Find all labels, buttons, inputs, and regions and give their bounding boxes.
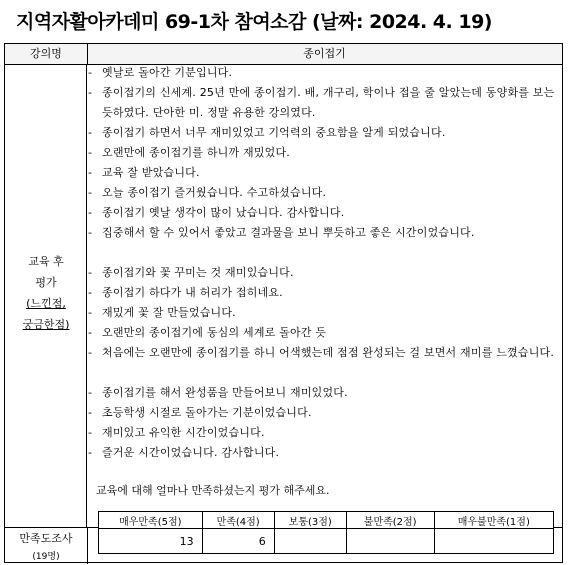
score-column-header: 만족(4점) bbox=[202, 512, 274, 529]
score-value bbox=[274, 529, 346, 554]
comment-item: - 오늘 종이접기 즐거웠습니다. 수고하셨습니다. bbox=[88, 186, 327, 199]
comment-item: - 종이접기 옛날 생각이 많이 났습니다. 감사합니다. bbox=[88, 206, 345, 219]
comment-item: - 재밌게 꽃 잘 만들었습니다. bbox=[88, 306, 236, 319]
score-column-header: 매우만족(5점) bbox=[99, 512, 203, 529]
lecture-name: 종이접기 bbox=[303, 47, 346, 60]
score-value: 13 bbox=[99, 529, 203, 554]
lecture-label: 강의명 bbox=[5, 44, 88, 64]
comment-item: - 처음에는 오랜만에 종이접기를 하니 어색했는데 점점 완성되는 걸 보면서 재미를 느꼈습니다. bbox=[88, 346, 555, 359]
comment-item: - 종이접기 하면서 너무 재미있었고 기억력의 중요함을 알게 되었습니다. bbox=[88, 126, 446, 139]
comment-item: - 종이접기와 꽃 꾸미는 것 재미있습니다. bbox=[88, 266, 294, 279]
score-column-header: 매우불만족(1점) bbox=[434, 512, 553, 529]
satisfaction-score-table bbox=[98, 511, 554, 554]
comment-item: - 옛날로 돌아간 기분입니다. bbox=[88, 66, 233, 79]
score-column-header: 보통(3점) bbox=[274, 512, 346, 529]
score-value-row bbox=[99, 529, 554, 554]
comment-item: - 초등학생 시절로 돌아가는 기분이었습니다. bbox=[88, 406, 312, 419]
score-value bbox=[346, 529, 434, 554]
evaluation-label-line: 궁금한점) bbox=[22, 318, 70, 331]
comment-item: - 오랜만의 종이접기에 동심의 세계로 돌아간 듯 bbox=[88, 326, 327, 339]
header-row bbox=[5, 44, 562, 65]
comment-item: - 오랜만에 종이접기를 하니까 재밌었다. bbox=[88, 146, 291, 159]
score-header-row bbox=[99, 512, 554, 529]
satisfaction-label: 만족도조사 bbox=[19, 532, 73, 545]
score-column-header: 불만족(2점) bbox=[346, 512, 434, 529]
comment-item: - 종이접기 하다가 내 허리가 접히네요. bbox=[88, 286, 283, 299]
comment-item: - 종이접기의 신세계. 25년 만에 종이접기. 배, 개구리, 학이나 접을 줄 알았는데 동양화를 보는 듯하였다. 단아한 미. 정말 유용한 강의였다. bbox=[88, 86, 555, 119]
evaluation-label bbox=[5, 251, 87, 335]
satisfaction-question: 교육에 대해 얼마나 만족하셨는지 평가 해주세요. bbox=[96, 484, 330, 497]
satisfaction-label-cell bbox=[5, 528, 88, 564]
evaluation-label-line: (느낀점, bbox=[26, 297, 66, 310]
comment-item: - 종이접기를 해서 완성품을 만들어보니 재미있었다. bbox=[88, 386, 348, 399]
score-value: 6 bbox=[202, 529, 274, 554]
comment-item: - 재미있고 유익한 시간이었습니다. bbox=[88, 426, 265, 439]
comment-item: - 집중해서 할 수 있어서 좋았고 결과물을 보니 뿌듯하고 좋은 시간이었습니다. bbox=[88, 226, 475, 239]
evaluation-label-cell bbox=[5, 65, 87, 527]
evaluation-label-line: 평가 bbox=[35, 276, 57, 289]
comment-list bbox=[88, 63, 558, 463]
evaluation-label-line: 교육 후 bbox=[28, 255, 64, 268]
score-value bbox=[434, 529, 553, 554]
page-title: 지역자활아카데미 69-1차 참여소감 (날짜: 2024. 4. 19) bbox=[16, 11, 492, 33]
comment-item: - 즐거운 시간이었습니다. 감사합니다. bbox=[88, 446, 280, 459]
comment-item: - 교육 잘 받았습니다. bbox=[88, 166, 200, 179]
respondent-count: (19명) bbox=[32, 552, 60, 562]
